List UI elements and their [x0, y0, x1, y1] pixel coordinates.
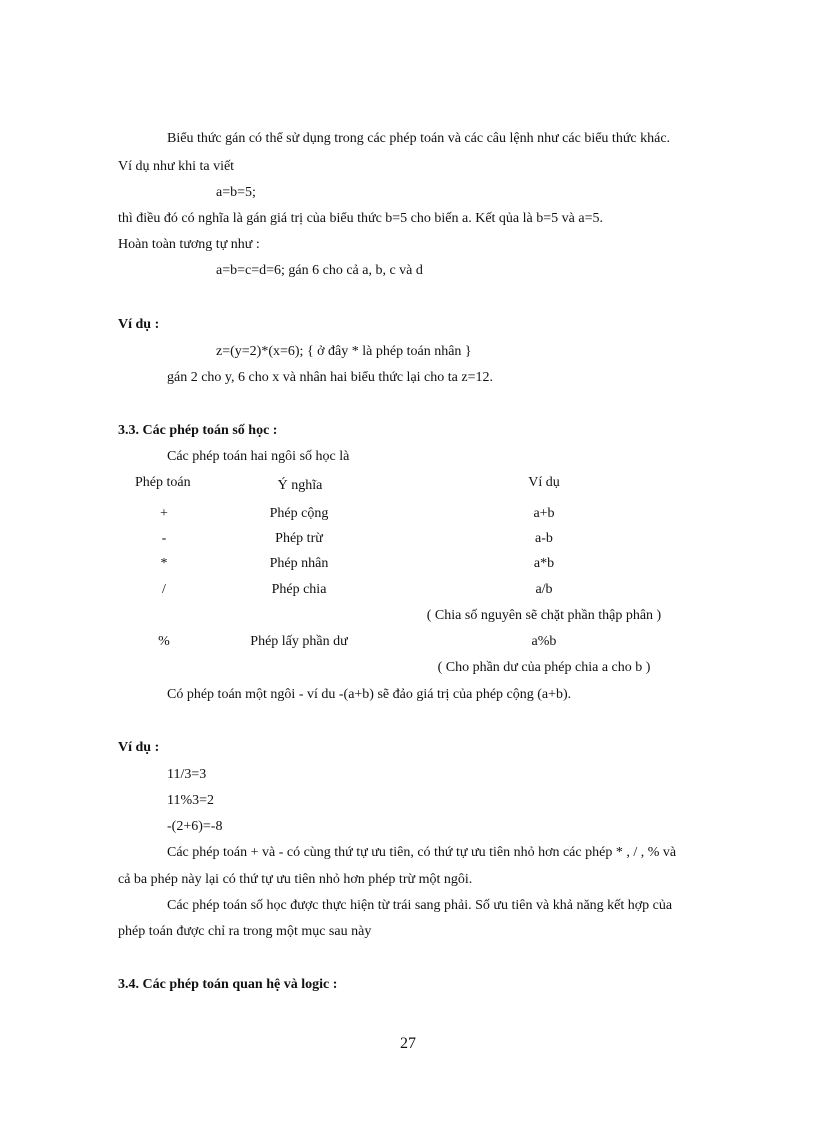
- paragraph-line: thì điều đó có nghĩa là gán giá trị của biểu thức b=5 cho biến a. Kết qủa là b=5 và a=5.: [118, 211, 603, 226]
- section-heading: 3.3. Các phép toán số học :: [118, 423, 278, 438]
- example-line: -(2+6)=-8: [167, 819, 223, 834]
- paragraph-line: Ví dụ như khi ta viết: [118, 159, 235, 174]
- table-cell-operator: /: [162, 582, 166, 597]
- paragraph-line: cả ba phép này lại có thứ tự ưu tiên nhỏ hơn phép trừ một ngôi.: [118, 872, 473, 887]
- table-note: ( Chia số nguyên sẽ chặt phần thập phân ): [426, 608, 662, 623]
- table-header-example: Ví dụ: [528, 475, 560, 490]
- paragraph-line: gán 2 cho y, 6 cho x và nhân hai biểu thức lại cho ta z=12.: [167, 370, 493, 385]
- paragraph-line: Các phép toán + và - có cùng thứ tự ưu tiên, có thứ tự ưu tiên nhỏ hơn các phép * , / , % và: [167, 845, 677, 860]
- paragraph-line: Biểu thức gán có thể sử dụng trong các phép toán và các câu lệnh như các biểu thức khác.: [167, 131, 671, 146]
- page-number: 27: [400, 1035, 416, 1052]
- code-line: a=b=c=d=6; gán 6 cho cả a, b, c và d: [216, 263, 423, 278]
- table-cell-meaning: Phép nhân: [269, 556, 329, 571]
- table-cell-example: a+b: [533, 506, 555, 521]
- paragraph-line: Các phép toán hai ngôi số học là: [167, 449, 350, 464]
- paragraph-line: Có phép toán một ngôi - ví du -(a+b) sẽ đảo giá trị của phép cộng (a+b).: [167, 687, 572, 702]
- example-heading: Ví dụ :: [118, 740, 160, 755]
- table-cell-operator: %: [158, 634, 170, 649]
- table-cell-example: a*b: [533, 556, 555, 571]
- table-note: ( Cho phần dư của phép chia a cho b ): [437, 660, 651, 675]
- table-cell-operator: -: [161, 531, 167, 546]
- table-cell-operator: *: [160, 556, 168, 571]
- table-cell-meaning: Phép cộng: [269, 506, 329, 521]
- table-header-operator: Phép toán: [135, 475, 191, 490]
- table-cell-meaning: Phép lấy phần dư: [250, 634, 348, 649]
- paragraph-line: Các phép toán số học được thực hiện từ trái sang phải. Số ưu tiên và khả năng kết hợp của: [167, 898, 673, 913]
- table-cell-operator: +: [160, 506, 168, 521]
- paragraph-line: Hoàn toàn tương tự như :: [118, 237, 260, 252]
- section-heading: 3.4. Các phép toán quan hệ và logic :: [118, 977, 338, 992]
- example-heading: Ví dụ :: [118, 317, 160, 332]
- example-line: 11/3=3: [167, 767, 207, 782]
- example-line: 11%3=2: [167, 793, 215, 808]
- table-cell-example: a-b: [535, 531, 553, 546]
- code-line: a=b=5;: [216, 185, 256, 200]
- table-cell-meaning: Phép chia: [271, 582, 327, 597]
- paragraph-line: phép toán được chỉ ra trong một mục sau này: [118, 924, 372, 939]
- table-cell-example: a%b: [531, 634, 557, 649]
- table-cell-example: a/b: [535, 582, 553, 597]
- table-header-meaning: Ý nghĩa: [277, 478, 323, 493]
- table-cell-meaning: Phép trừ: [275, 531, 323, 546]
- code-line: z=(y=2)*(x=6); { ở đây * là phép toán nhân }: [216, 344, 472, 359]
